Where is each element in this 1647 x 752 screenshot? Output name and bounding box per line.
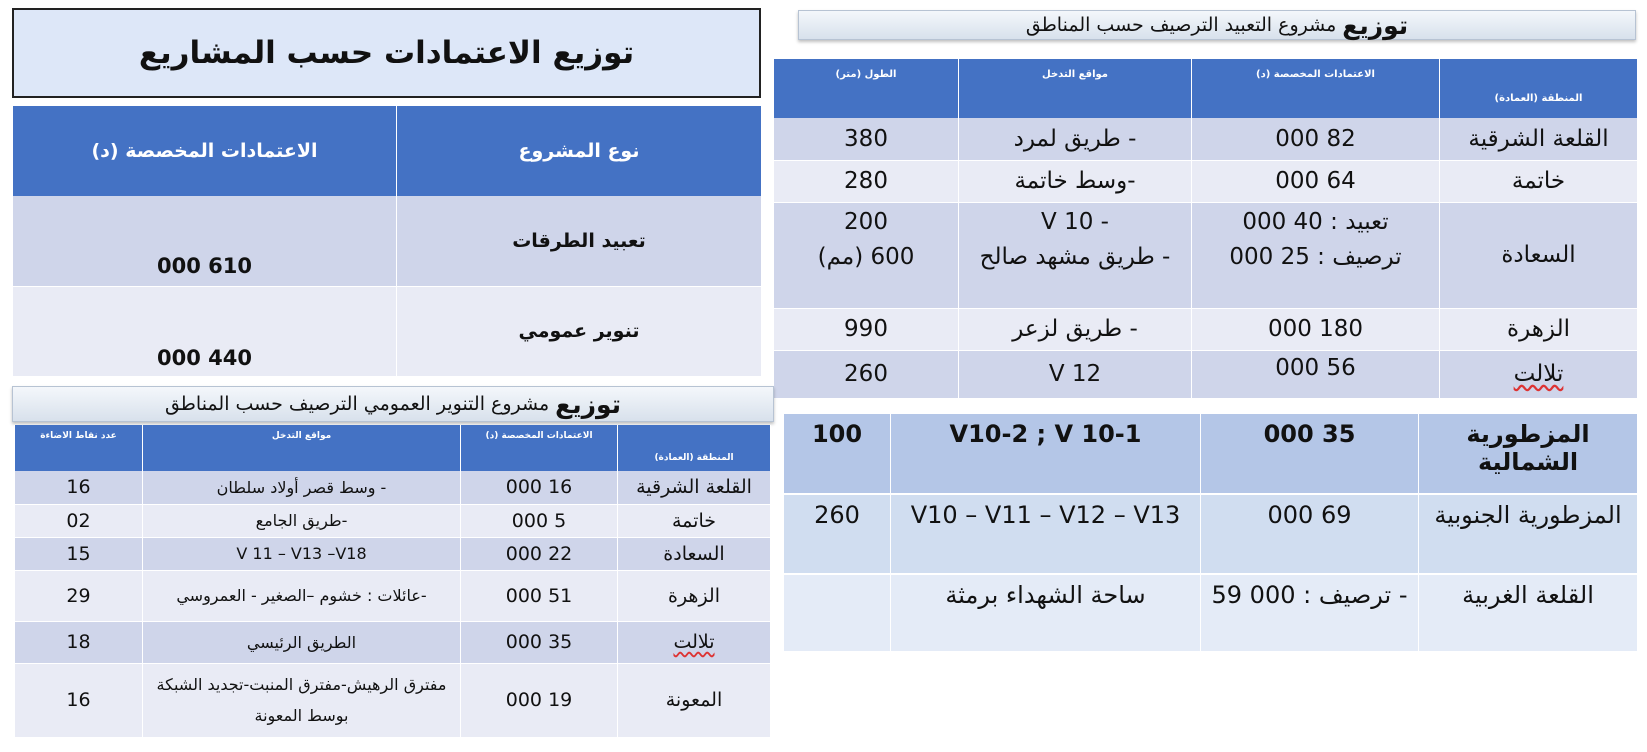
paving-zone: السعادة [1440, 202, 1638, 308]
lighting-row [15, 471, 771, 504]
paving-amount: 56 000 [1192, 350, 1440, 398]
paving-banner [798, 10, 1636, 40]
lighting-amount: 19 000 [461, 663, 618, 737]
paving-site: -وسط خاتمة [959, 160, 1192, 202]
paving-zone: تلالت [1440, 350, 1638, 398]
paving-length: 260 [774, 350, 959, 398]
paving-zone: الزهرة [1440, 308, 1638, 350]
paving-site: - طريق لزعر [959, 308, 1192, 350]
paving-row [784, 574, 1638, 652]
paving-header-amount: الاعتمادات المخصصة (د) [1192, 59, 1440, 118]
lighting-site: -طريق الجامع [143, 504, 461, 537]
paving-amount: 180 000 [1192, 308, 1440, 350]
lighting-zone: الزهرة [618, 570, 771, 621]
lighting-amount: 35 000 [461, 621, 618, 663]
paving-header-row [774, 59, 1638, 118]
paving-amount: تعبيد : 40 000 [1192, 202, 1440, 242]
paving-site: - طريق لمرد [959, 118, 1192, 160]
paving-site: V 12 [959, 350, 1192, 398]
lighting-banner-bold: توزيع [555, 389, 622, 419]
summary-amount: 440 000 [13, 286, 397, 376]
lighting-site: -عائلات : خشوم –الصغير - العمروسي [143, 570, 461, 621]
paving-zone: القلعة الشرقية [1440, 118, 1638, 160]
summary-project: تنوير عمومي [397, 286, 762, 376]
lighting-banner [12, 386, 774, 422]
lighting-zone: القلعة الشرقية [618, 471, 771, 504]
lighting-points: 02 [15, 504, 143, 537]
paving-header-site: مواقع التدخل [959, 59, 1192, 118]
paving-amount: - ترصيف : 000 59 [1201, 574, 1419, 652]
lighting-header-points: عدد نقاط الاضاءة [15, 425, 143, 471]
lighting-amount: 5 000 [461, 504, 618, 537]
paving-zone: القلعة الغربية [1419, 574, 1638, 652]
paving-banner-text: مشروع التعبيد الترصيف حسب المناطق [1025, 14, 1337, 36]
lighting-points: 29 [15, 570, 143, 621]
paving-zone: خاتمة [1440, 160, 1638, 202]
paving-header-length: الطول (متر) [774, 59, 959, 118]
lighting-header-zone: المنطقة (العمادة) [618, 425, 771, 471]
lighting-banner-text: مشروع التنوير العمومي الترصيف حسب المناطق [164, 393, 550, 415]
paving-amount: 64 000 [1192, 160, 1440, 202]
paving-site: - V 10 [959, 202, 1192, 242]
paving-row [784, 414, 1638, 494]
paving-length: 990 [774, 308, 959, 350]
paving-row [774, 308, 1638, 350]
lighting-points: 16 [15, 663, 143, 737]
lighting-row [15, 621, 771, 663]
paving-row [774, 118, 1638, 160]
summary-title [12, 8, 761, 98]
paving-length: 200 [774, 202, 959, 242]
lighting-header-site: مواقع التدخل [143, 425, 461, 471]
lighting-table [14, 425, 771, 738]
paving-site: V10-2 ; V 10-1 [891, 414, 1201, 494]
paving-site: - طريق مشهد صالح [959, 242, 1192, 308]
paving-amount: 35 000 [1201, 414, 1419, 494]
paving-header-zone: المنطقة (العمادة) [1440, 59, 1638, 118]
lighting-zone: المعونة [618, 663, 771, 737]
paving-length: 380 [774, 118, 959, 160]
summary-amount: 610 000 [13, 196, 397, 286]
paving-table [773, 59, 1638, 399]
summary-title-text: توزيع الاعتمادات حسب المشاريع [138, 35, 635, 71]
paving-row [774, 160, 1638, 202]
paving-banner-bold: توزيع [1342, 10, 1409, 40]
paving-length: 280 [774, 160, 959, 202]
lighting-zone: السعادة [618, 537, 771, 570]
lighting-row [15, 570, 771, 621]
lighting-zone: تلالت [618, 621, 771, 663]
lighting-points: 18 [15, 621, 143, 663]
lighting-site: مفترق الرهيش-مفترق المنبت-تجديد الشبكة بوسط المعونة [143, 663, 461, 737]
paving-table-continued [783, 414, 1638, 653]
lighting-zone: خاتمة [618, 504, 771, 537]
lighting-header-row [15, 425, 771, 471]
paving-length: 260 [784, 494, 891, 574]
paving-zone: المزطورية الجنوبية [1419, 494, 1638, 574]
summary-project: تعبيد الطرقات [397, 196, 762, 286]
paving-amount: 82 000 [1192, 118, 1440, 160]
summary-header-row [13, 106, 762, 196]
summary-header-amount: الاعتمادات المخصصة (د) [13, 106, 397, 196]
lighting-row [15, 504, 771, 537]
summary-row [13, 196, 762, 286]
paving-zone: المزطورية الشمالية [1419, 414, 1638, 494]
lighting-site: الطريق الرئيسي [143, 621, 461, 663]
paving-amount: ترصيف : 25 000 [1192, 242, 1440, 308]
paving-length [784, 574, 891, 652]
lighting-row [15, 663, 771, 737]
paving-site: ساحة الشهداء برمثة [891, 574, 1201, 652]
lighting-site: V 11 – V13 –V18 [143, 537, 461, 570]
paving-amount: 69 000 [1201, 494, 1419, 574]
summary-header-project: نوع المشروع [397, 106, 762, 196]
summary-table [12, 106, 762, 377]
lighting-amount: 22 000 [461, 537, 618, 570]
paving-length: 600 (مم) [774, 242, 959, 308]
lighting-amount: 16 000 [461, 471, 618, 504]
paving-row [784, 494, 1638, 574]
lighting-points: 16 [15, 471, 143, 504]
lighting-site: - وسط قصر أولاد سلطان [143, 471, 461, 504]
lighting-header-amount: الاعتمادات المخصصة (د) [461, 425, 618, 471]
lighting-points: 15 [15, 537, 143, 570]
paving-row [774, 202, 1638, 242]
lighting-amount: 51 000 [461, 570, 618, 621]
paving-length: 100 [784, 414, 891, 494]
summary-row [13, 286, 762, 376]
paving-site: V10 – V11 – V12 – V13 [891, 494, 1201, 574]
lighting-row [15, 537, 771, 570]
paving-row [774, 350, 1638, 398]
